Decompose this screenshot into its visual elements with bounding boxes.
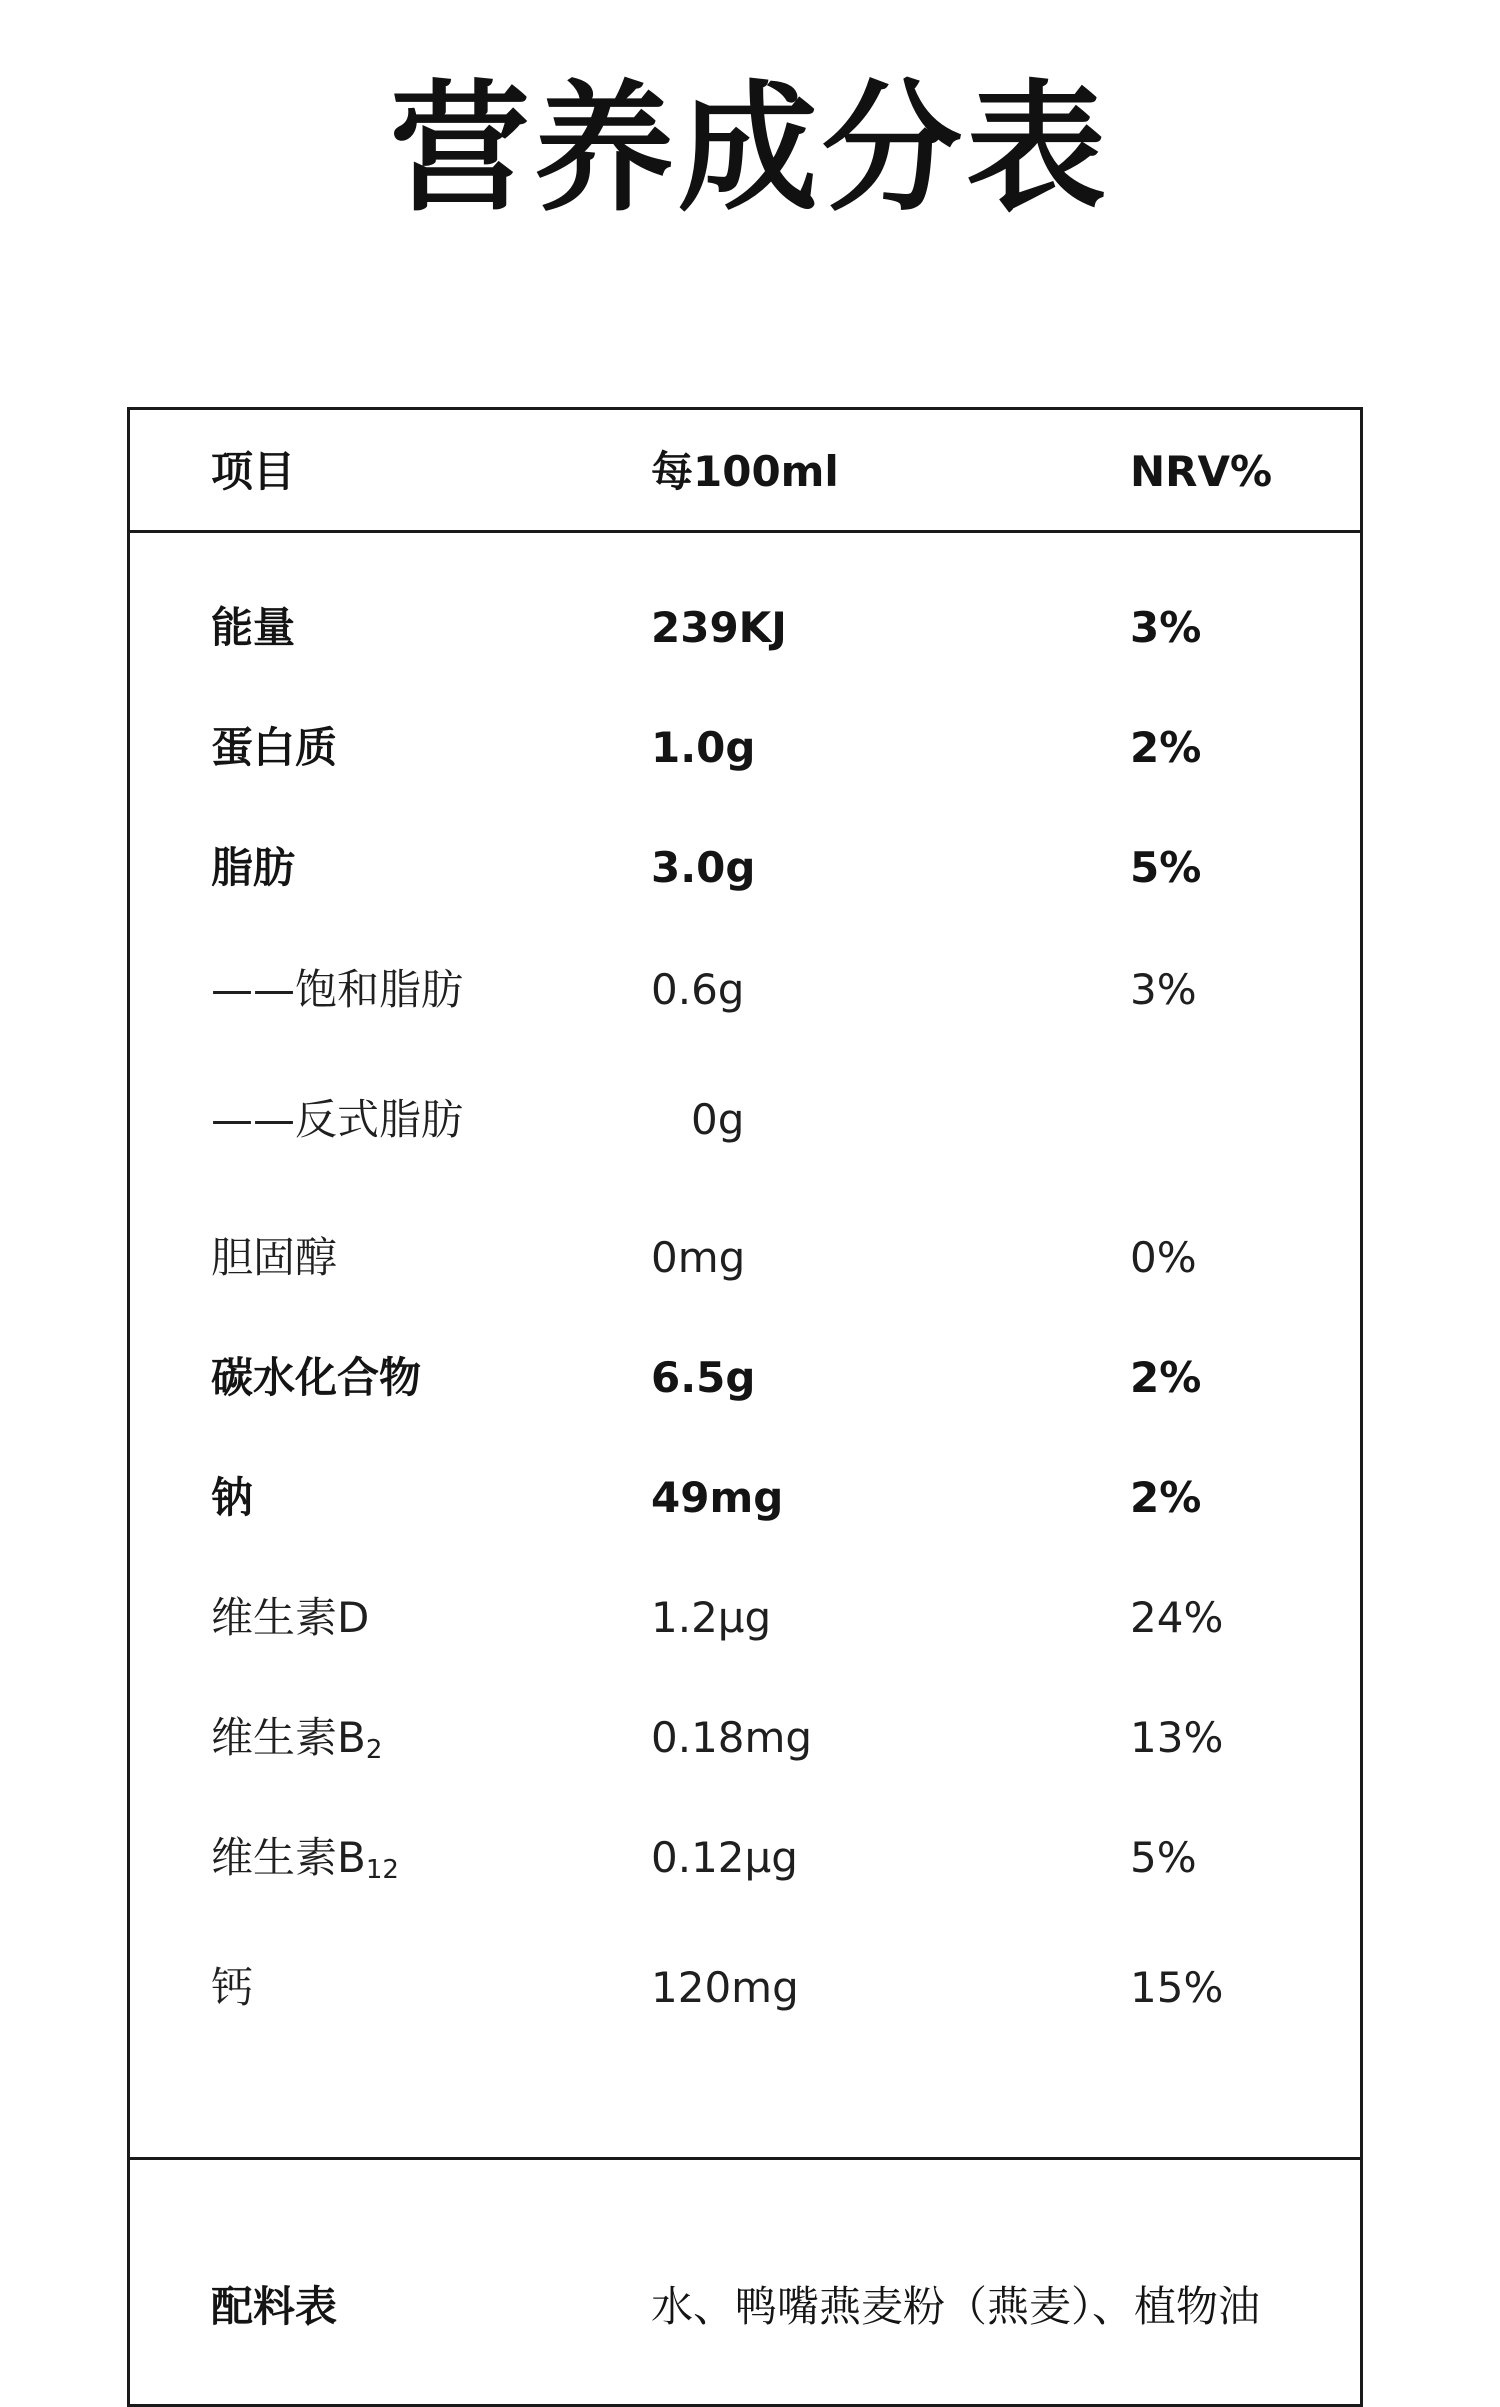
nutrient-name-text: 胆固醇 xyxy=(211,1233,338,1282)
nutrient-nrv: 2% xyxy=(1130,723,1202,772)
nutrient-name xyxy=(211,965,463,1015)
nutrient-amount: 49mg xyxy=(651,1473,784,1522)
table-row xyxy=(130,1963,1360,2023)
ingredients-label: 配料表 xyxy=(211,2282,338,2331)
nutrient-nrv: 3% xyxy=(1130,965,1197,1014)
table-row xyxy=(130,965,1360,1025)
nutrient-name-text: 蛋白质 xyxy=(211,723,338,772)
table-row xyxy=(130,1593,1360,1653)
nutrient-name-text: 钠 xyxy=(211,1473,254,1522)
table-row xyxy=(130,603,1360,663)
nutrient-name xyxy=(211,1233,337,1283)
nutrient-name-text: 钙 xyxy=(211,1963,254,2012)
nutrient-name-text: ——饱和脂肪 xyxy=(211,965,464,1014)
nutrient-subscript: 2 xyxy=(365,1735,383,1765)
nutrient-name xyxy=(211,1963,253,2013)
table-header-row xyxy=(130,410,1360,533)
nutrient-nrv: 13% xyxy=(1130,1713,1224,1762)
page-title: 营养成分表 xyxy=(389,68,1110,231)
nutrient-nrv: 2% xyxy=(1130,1353,1202,1402)
nutrient-amount: 0mg xyxy=(651,1233,746,1282)
nutrient-name xyxy=(211,1593,369,1643)
ingredients-line xyxy=(211,2282,1311,2332)
table-row xyxy=(130,1353,1360,1413)
nutrition-table xyxy=(127,407,1363,2407)
nutrient-nrv: 15% xyxy=(1130,1963,1224,2012)
nutrient-name xyxy=(211,1713,382,1763)
nutrient-nrv: 24% xyxy=(1130,1593,1224,1642)
nutrient-name-text: ——反式脂肪 xyxy=(211,1095,464,1144)
nutrient-name-text: 能量 xyxy=(211,603,296,652)
table-row xyxy=(130,723,1360,783)
nutrient-nrv: 0% xyxy=(1130,1233,1197,1282)
header-nrv: NRV% xyxy=(1130,447,1273,496)
nutrient-name xyxy=(211,1353,421,1403)
nutrient-amount: 0.6g xyxy=(651,965,745,1014)
nutrient-name xyxy=(211,843,295,893)
ingredients-text: 水、鸭嘴燕麦粉（燕麦）、植物油 xyxy=(651,2282,1261,2331)
table-row xyxy=(130,1833,1360,1893)
nutrient-name xyxy=(211,1095,463,1145)
nutrient-amount: 3.0g xyxy=(651,843,756,892)
table-divider xyxy=(130,2157,1360,2160)
nutrient-name-text: 碳水化合物 xyxy=(211,1353,422,1402)
nutrient-name xyxy=(211,603,295,653)
header-per-100ml: 每100ml xyxy=(651,447,839,496)
nutrient-amount: 0g xyxy=(691,1095,745,1144)
table-row xyxy=(130,1233,1360,1293)
nutrient-nrv: 3% xyxy=(1130,603,1202,652)
nutrient-name xyxy=(211,1473,253,1523)
nutrient-name-text: 维生素B xyxy=(211,1713,366,1762)
nutrient-name-text: 维生素B xyxy=(211,1833,366,1882)
table-row xyxy=(130,1095,1360,1155)
nutrient-name xyxy=(211,723,337,773)
nutrient-amount: 120mg xyxy=(651,1963,799,2012)
nutrient-nrv: 5% xyxy=(1130,843,1202,892)
nutrient-amount: 0.18mg xyxy=(651,1713,813,1762)
nutrient-nrv: 2% xyxy=(1130,1473,1202,1522)
header-item: 项目 xyxy=(211,447,296,496)
nutrient-amount: 6.5g xyxy=(651,1353,756,1402)
nutrient-nrv: 5% xyxy=(1130,1833,1197,1882)
nutrient-name-text: 脂肪 xyxy=(211,843,296,892)
table-row xyxy=(130,843,1360,903)
table-row xyxy=(130,1473,1360,1533)
nutrient-amount: 0.12μg xyxy=(651,1833,798,1882)
table-row xyxy=(130,1713,1360,1773)
nutrient-amount: 1.0g xyxy=(651,723,756,772)
nutrient-name xyxy=(211,1833,399,1883)
nutrient-amount: 239KJ xyxy=(651,603,787,652)
nutrient-name-text: 维生素D xyxy=(211,1593,370,1642)
nutrient-subscript: 12 xyxy=(365,1855,399,1885)
nutrient-amount: 1.2μg xyxy=(651,1593,772,1642)
